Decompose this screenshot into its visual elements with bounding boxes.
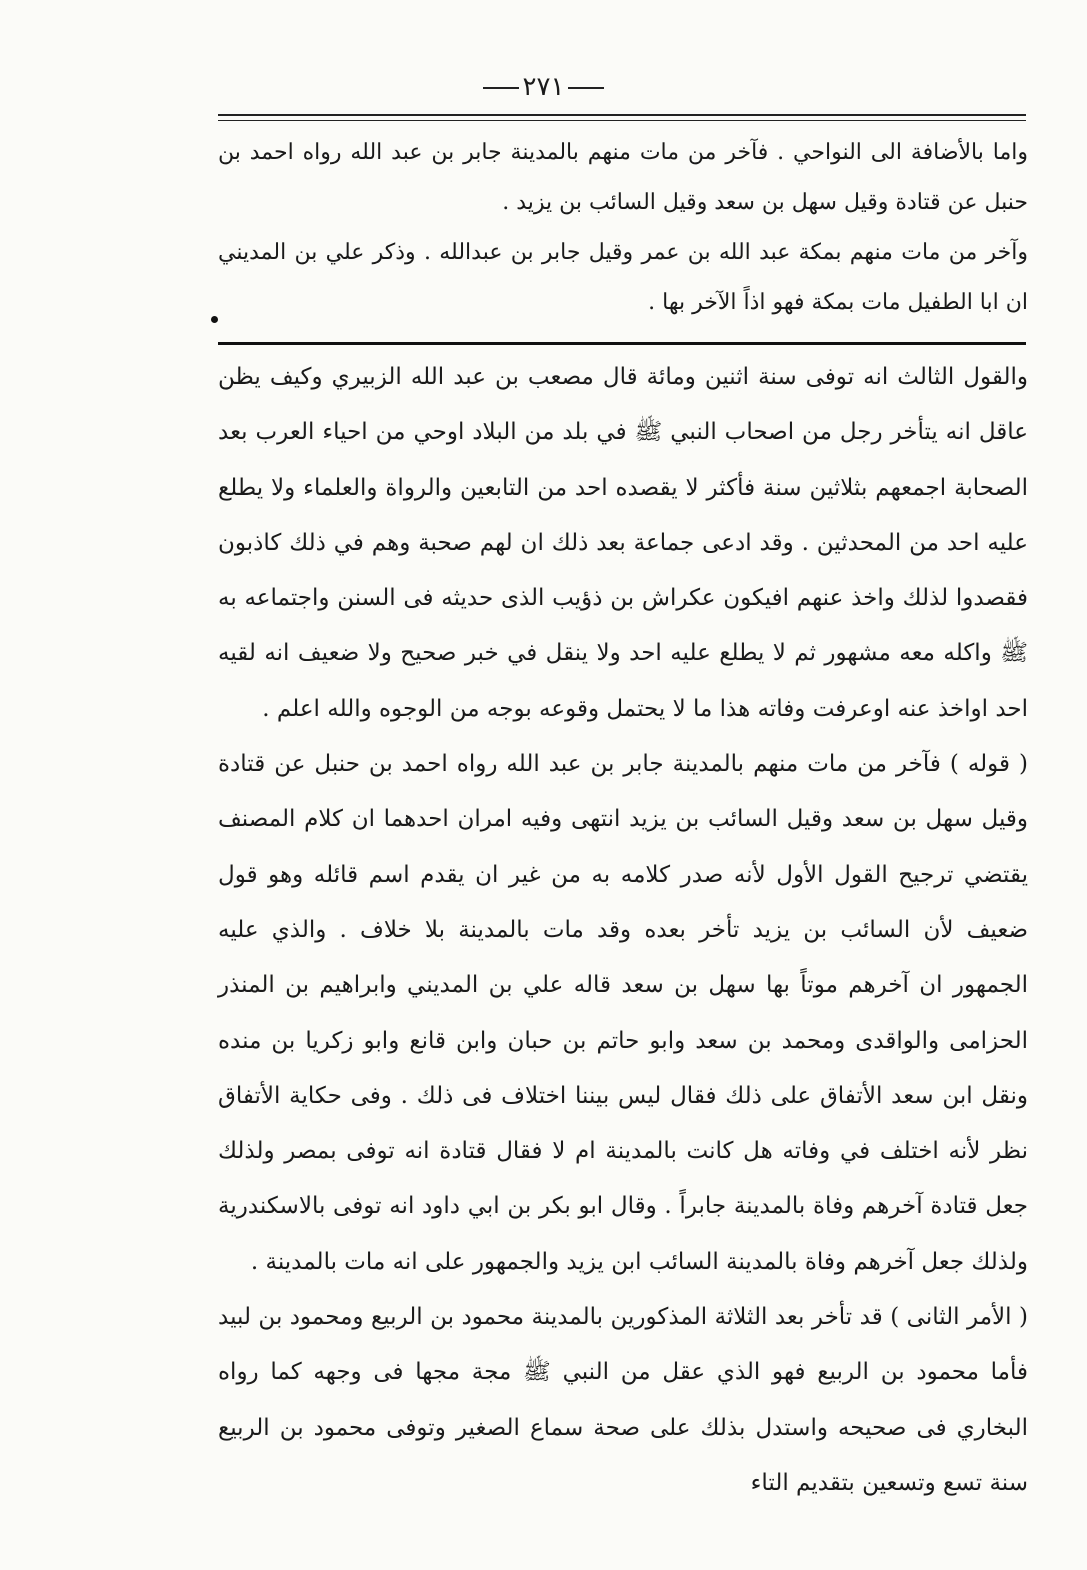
matn-paragraph: وآخر من مات منهم بمكة عبد الله بن عمر وقيل جابر بن عبدالله . وذكر علي بن المديني ان ابا الطفيل مات بمكة فهو اذاً الآخر بها . [218, 240, 1029, 315]
sharh-paragraph: ( الأمر الثانى ) قد تأخر بعد الثلاثة المذكورين بالمدينة محمود بن الربيع ومحمود بن لبيد فأما محمود بن الربيع فهو الذي عقل من النبي ﷺ مجة مجها فى وجهه كما رواه البخاري فى صحيحه واستدل بذلك على صحة سماع الصغير وتوفى محمود بن الربيع سنة تسع وتسعين بتقديم التاء [218, 1304, 1028, 1496]
sharh-paragraph: ( قوله ) فآخر من مات منهم بالمدينة جابر بن عبد الله رواه احمد بن حنبل عن قتادة وقيل سهل بن سعد وقيل السائب بن يزيد انتهى وفيه امران احدهما ان كلام المصنف يقتضي ترجيح القول الأول لأنه صدر كلامه به من غير ان يقدم اسم قائله وهو قول ضعيف لأن السائب بن يزيد تأخر بعده وقد مات بالمدينة بلا خلاف . والذي عليه الجمهور ان آخرهم موتاً بها سهل بن سعد قاله علي بن المديني وابراهيم بن المنذر الحزامى والواقدى ومحمد بن سعد وابو حاتم بن حبان وابن قانع وابو زكريا بن منده ونقل ابن سعد الأتفاق على ذلك فقال ليس بيننا اختلاف فى ذلك . وفى حكاية الأتفاق نظر لأنه اختلف في وفاته هل كانت بالمدينة ام لا فقال قتادة انه توفى بمصر ولذلك جعل قتادة آخرهم وفاة بالمدينة جابراً . وقال ابو بكر بن ابي داود انه توفى بالاسكندرية ولذلك جعل آخرهم وفاة بالمدينة السائب ابن يزيد والجمهور على انه مات بالمدينة . [218, 751, 1028, 1275]
section-divider-rule [218, 342, 1026, 345]
header-double-rule [218, 114, 1026, 121]
page-number: ٢٧١ [0, 72, 1087, 102]
matn-paragraph: واما بالأضافة الى النواحي . فآخر من مات منهم بالمدينة جابر بن عبد الله رواه احمد بن حنبل عن قتادة وقيل سهل بن سعد وقيل السائب بن يزيد . [218, 140, 1028, 215]
sharh-paragraph: والقول الثالث انه توفى سنة اثنين ومائة قال مصعب بن عبد الله الزبيري وكيف يظن عاقل انه يتأخر رجل من اصحاب النبي ﷺ في بلد من البلاد اوحي من احياء العرب بعد الصحابة اجمعهم بثلاثين سنة فأكثر لا يقصده احد من التابعين والرواة والعلماء ولا يطلع عليه احد من المحدثين . وقد ادعى جماعة بعد ذلك ان لهم صحبة وهم في ذلك كاذبون فقصدوا لذلك واخذ عنهم افيكون عكراش بن ذؤيب الذى حديثه فى السنن واجتماعه به ﷺ واكله معه مشهور ثم لا يطلع عليه احد ولا ينقل في خبر صحيح ولا ضعيف انه لقيه احد اواخذ عنه اوعرفت وفاته هذا ما لا يحتمل وقوعه بوجه من الوجوه والله اعلم . [218, 364, 1028, 722]
sharh-text [218, 350, 1028, 1511]
margin-dot [211, 316, 218, 323]
matn-text [218, 128, 1028, 328]
